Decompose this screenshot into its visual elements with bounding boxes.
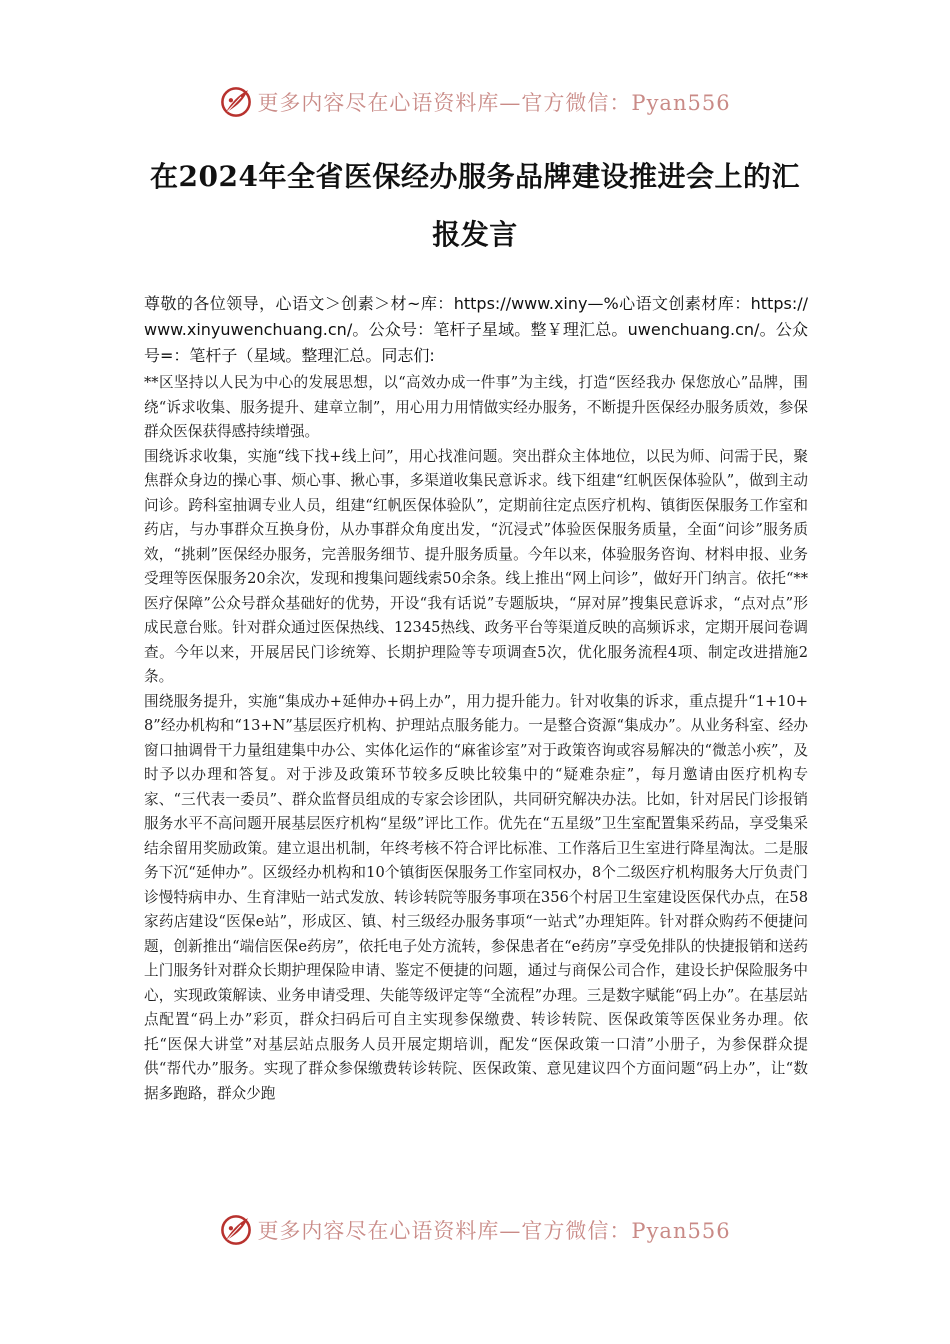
document-body xyxy=(144,291,808,1106)
footer-banner-text: 更多内容尽在心语资料库—官方微信：Pyan556 xyxy=(257,1219,731,1243)
feather-pen-logo-icon xyxy=(219,85,253,119)
greeting: 尊敬的各位领导，心语文＞创素＞材~库：https://www.xiny—%心语文创素材库：https://www.xinyuwenchuang.cn/。公众号：笔杆子星域。整￥理汇总。uwenchuang.cn/。公众号=：笔杆子（星域。整理汇总。同志们: xyxy=(144,294,808,365)
footer-banner xyxy=(0,1210,950,1250)
paragraph: **区坚持以人民为中心的发展思想，以“高效办成一件事”为主线，打造“医经我办 保您放心”品牌，围绕“诉求收集、服务提升、建章立制”，用心用力用情做实经办服务，不断提升医保经办服务质效，参保群众医保获得感持续增强。 xyxy=(144,374,808,440)
paragraph: 围绕服务提升，实施“集成办+延伸办+码上办”，用力提升能力。针对收集的诉求，重点提升“1+10+8”经办机构和“13+N”基层医疗机构、护理站点服务能力。一是整合资源“集成办”。从业务科室、经办窗口抽调骨干力量组建集中办公、实体化运作的“麻雀诊室”对于政策咨询或容易解决的“微恙小疾”，及时予以办理和答复。对于涉及政策环节较多反映比较集中的“疑难杂症”，每月邀请由医疗机构专家、“三代表一委员”、群众监督员组成的专家会诊团队，共同研究解决办法。比如，针对居民门诊报销服务水平不高问题开展基层医疗机构“星级”评比工作。优先在“五星级”卫生室配置集采药品，享受集采结余留用奖励政策。建立退出机制，年终考核不符合评比标准、工作落后卫生室进行降星淘汰。二是服务下沉“延伸办”。区级经办机构和10个镇街医保服务工作室同权办，8个二级医疗机构服务大厅负责门诊慢特病申办、生育津贴一站式发放、转诊转院等服务事项在356个村居卫生室建设医保代办点，在58家药店建设“医保e站”，形成区、镇、村三级经办服务事项“一站式”办理矩阵。针对群众购药不便捷问题，创新推出“端信医保e药房”，依托电子处方流转，参保患者在“e药房”享受免排队的快捷报销和送药上门服务针对群众长期护理保险申请、鉴定不便捷的问题，通过与商保公司合作，建设长护保险服务中心，实现政策解读、业务申请受理、失能等级评定等“全流程”办理。三是数字赋能“码上办”。在基层站点配置“码上办”彩页，群众扫码后可自主实现参保缴费、转诊转院、医保政策等医保业务办理。依托“医保大讲堂”对基层站点服务人员开展定期培训，配发“医保政策一口清”小册子，为参保群众提供“帮代办”服务。实现了群众参保缴费转诊转院、医保政策、意见建议四个方面问题“码上办”，让“数据多跑路，群众少跑 xyxy=(144,692,808,1102)
document-title: 在2024年全省医保经办服务品牌建设推进会上的汇报发言 xyxy=(150,160,800,251)
feather-pen-logo-icon xyxy=(219,1213,253,1247)
header-banner xyxy=(0,82,950,122)
paragraph: 围绕诉求收集，实施“线下找+线上问”，用心找准问题。突出群众主体地位，以民为师、问需于民，聚焦群众身边的操心事、烦心事、揪心事，多渠道收集民意诉求。线下组建“红帆医保体验队”，做到主动问诊。跨科室抽调专业人员，组建“红帆医保体验队”，定期前往定点医疗机构、镇街医保服务工作室和药店，与办事群众互换身份，从办事群众角度出发，“沉浸式”体验医保服务质量，全面“问诊”服务质效，“挑刺”医保经办服务，完善服务细节、提升服务质量。今年以来，体验服务咨询、材料申报、业务受理等医保服务20余次，发现和搜集问题线索50余条。线上推出“网上问诊”，做好开门纳言。依托“**医疗保障”公众号群众基础好的优势，开设“我有话说”专题版块，“屏对屏”搜集民意诉求，“点对点”形成民意台账。针对群众通过医保热线、12345热线、政务平台等渠道反映的高频诉求，定期开展问卷调查。今年以来，开展居民门诊统筹、长期护理险等专项调查5次，优化服务流程4项、制定改进措施2条。 xyxy=(144,447,808,685)
header-banner-text: 更多内容尽在心语资料库—官方微信：Pyan556 xyxy=(257,91,731,115)
